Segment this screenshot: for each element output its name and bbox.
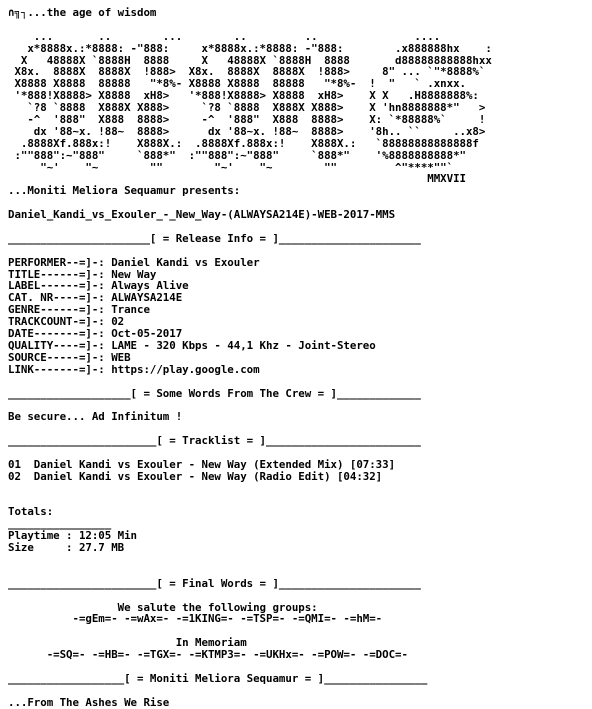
nfo-line: ...From The Ashes We Rise [8, 695, 170, 709]
nfo-line: .8888Xf.888x:! X888X.: .8888Xf.888x:! X888X.: `88888888888888f [8, 136, 479, 150]
nfo-line [8, 495, 592, 507]
nfo-line: __________________[ = Moniti Meliora Sequamur = ]________________ [8, 671, 428, 685]
nfo-line [8, 685, 592, 697]
nfo-line: _______________________[ = Final Words = ]______________________ [8, 576, 421, 590]
nfo-line: Daniel_Kandi_vs_Exouler_-_New_Way-(ALWAYSA214E)-WEB-2017-MMS [8, 208, 396, 222]
nfo-line: LABEL------=]-: Always Alive [8, 279, 189, 293]
nfo-line [8, 483, 592, 495]
nfo-line: -^ '888" X888 8888> -^ '888" X888 8888> X: `*88888%` ! [8, 113, 486, 127]
nfo-line: X 48888X `8888H 8888 X 48888X `8888H 8888 d88888888888hxx [8, 53, 492, 67]
nfo-line: :""888":~"888" `888*" :""888":~"888" `888*" '%8888888888*" [8, 148, 466, 162]
nfo-line: ______________________[ = Release Info = ]______________________ [8, 231, 421, 245]
nfo-line: LINK-------=]-: https://play.google.com [8, 362, 260, 376]
nfo-line: 01 Daniel Kandi vs Exouler - New Way (Extended Mix) [07:33] [8, 457, 396, 471]
nfo-line: ___________________[ = Some Words From The Crew = ]_____________ [8, 386, 421, 400]
nfo-line: -=gEm=- -=wAx=- -=1KING=- -=TSP=- -=QMI=- -=hM=- [8, 612, 383, 626]
nfo-line [8, 19, 592, 31]
nfo-line: x*8888x.:*8888: -"888: x*8888x.:*8888: -"888: .x888888hx : [8, 41, 492, 55]
nfo-line: 02 Daniel Kandi vs Exouler - New Way (Radio Edit) [04:32] [8, 469, 383, 483]
nfo-line: We salute the following groups: [8, 600, 318, 614]
nfo-line: Playtime : 12:05 Min [8, 529, 138, 543]
nfo-line: TITLE------=]-: New Way [8, 267, 157, 281]
nfo-line: ... .. ... .. .. .... [8, 29, 441, 43]
nfo-line: Totals: [8, 505, 54, 519]
nfo-line [8, 590, 592, 602]
nfo-line: Be secure... Ad Infinitum ! [8, 410, 183, 424]
nfo-line: ________________ [8, 517, 112, 531]
nfo-line: dx '88~x. !88~ 8888> dx '88~x. !88~ 8888> '8h.. `` ..x8> [8, 124, 486, 138]
nfo-line: In Memoriam [8, 636, 247, 650]
nfo-line: -=SQ=- -=HB=- -=TGX=- -=KTMP3=- -=UKHx=- -=POW=- -=DOC=- [8, 648, 408, 662]
nfo-line: "~' "~ "" "~' "~ "" ^"****""` [8, 160, 454, 174]
nfo-line: ∩╗┐...the age of wisdom [8, 6, 157, 19]
nfo-line: QUALITY----=]-: LAME - 320 Kbps - 44,1 Khz - Joint-Stereo [8, 338, 376, 352]
nfo-line [8, 566, 592, 578]
nfo-line [8, 245, 592, 257]
nfo-line: X8888 X8888 88888 "*8%- X8888 X8888 88888 "*8%- ! " ` .xnxx. [8, 77, 466, 91]
nfo-line: X8x. 8888X 8888X !888> X8x. 8888X 8888X !888> 8" ... `"*8888%` [8, 65, 486, 79]
nfo-line [8, 554, 592, 566]
nfo-line: ...Moniti Meliora Sequamur presents: [8, 184, 241, 198]
nfo-line: _______________________[ = Tracklist = ]________________________ [8, 434, 421, 448]
nfo-line: DATE-------=]-: Oct-05-2017 [8, 327, 183, 341]
nfo-line: GENRE------=]-: Trance [8, 303, 150, 317]
nfo-line: PERFORMER--=]-: Daniel Kandi vs Exouler [8, 255, 260, 269]
nfo-line: CAT. NR----=]-: ALWAYSA214E [8, 291, 183, 305]
nfo-line [8, 376, 592, 388]
nfo-line: SOURCE-----=]-: WEB [8, 350, 131, 364]
nfo-line: `?8 `8888 X888X X888> `?8 `8888 X888X X888> X 'hn8888888*" > [8, 101, 486, 115]
nfo-line: '*888!X8888> X8888 xH8> '*888!X8888> X8888 xH8> X X .H8888888%: [8, 89, 479, 103]
nfo-line: MMXVII [8, 172, 466, 186]
nfo-line: Size : 27.7 MB [8, 541, 125, 555]
nfo-line: TRACKCOUNT-=]-: 02 [8, 315, 125, 329]
